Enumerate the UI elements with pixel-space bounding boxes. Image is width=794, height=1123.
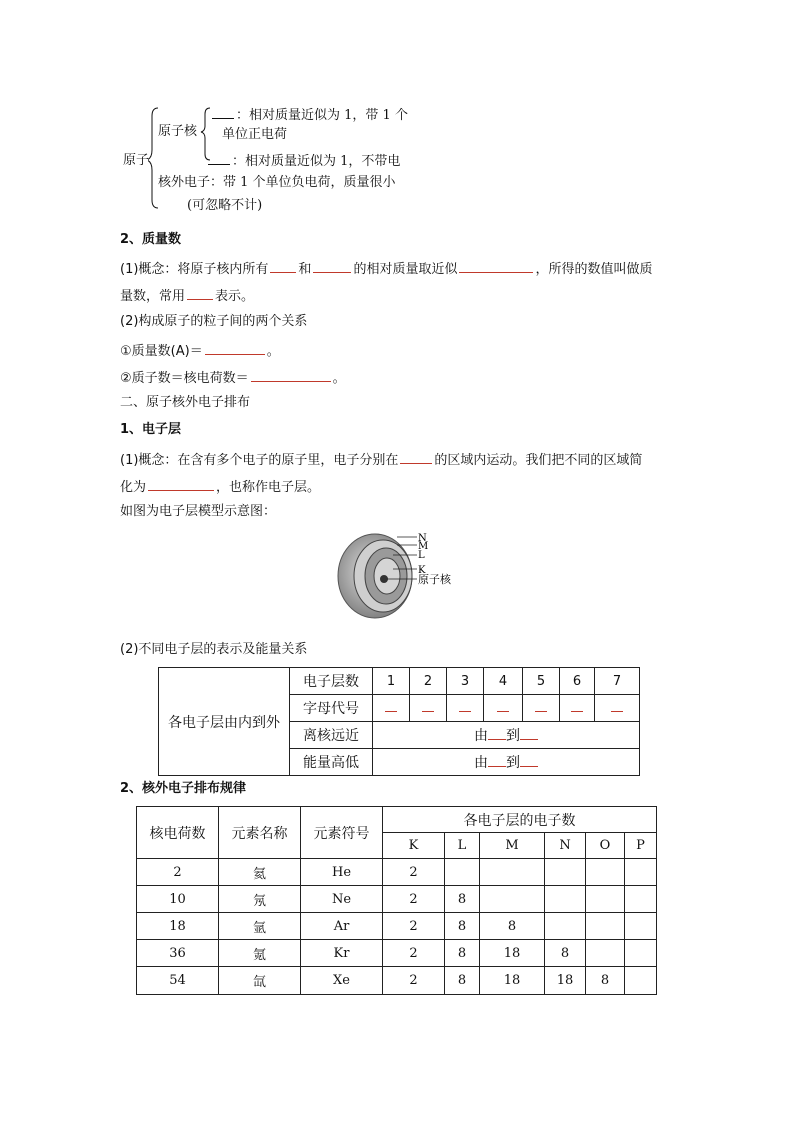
shell-header-n: N [545, 833, 586, 859]
cell: 氦 [219, 859, 301, 886]
energy-blank-to[interactable] [520, 754, 538, 767]
shell-num-7: 7 [595, 668, 640, 695]
shell-header-k: K [383, 833, 445, 859]
cell: 氖 [219, 886, 301, 913]
cell [625, 940, 657, 967]
cell: 2 [383, 886, 445, 913]
cell [586, 886, 625, 913]
energy-blank-from[interactable] [488, 754, 506, 767]
cell: 8 [445, 913, 480, 940]
proton-blank[interactable] [212, 104, 234, 119]
distance-blank-from[interactable] [488, 727, 506, 740]
cell: 8 [445, 886, 480, 913]
cell: 2 [383, 940, 445, 967]
cell: 2 [383, 859, 445, 886]
cell [586, 940, 625, 967]
cell [586, 859, 625, 886]
cell: 10 [137, 886, 219, 913]
blank-symbol[interactable] [187, 285, 213, 300]
relation-2: ②质子数＝核电荷数＝ 。 [120, 367, 346, 388]
shell-header-l: L [445, 833, 480, 859]
distance-blank-to[interactable] [520, 727, 538, 740]
shell-num-5: 5 [523, 668, 560, 695]
shell-header-o: O [586, 833, 625, 859]
shell-header-p: P [625, 833, 657, 859]
cell: 54 [137, 967, 219, 995]
nucleus-label: 原子核 [158, 124, 198, 139]
label-n: N [418, 533, 427, 544]
cell [625, 886, 657, 913]
shells-table [158, 667, 640, 776]
blank-integer[interactable] [459, 258, 533, 273]
distance-cell: 由 到 [373, 722, 640, 749]
cell: Ne [301, 886, 383, 913]
shell-num-6: 6 [560, 668, 595, 695]
cell [625, 859, 657, 886]
cell: 2 [383, 913, 445, 940]
cell: 8 [480, 913, 545, 940]
row-label-energy: 能量高低 [290, 749, 373, 776]
neutron-line: ：相对质量近似为 1，不带电 [206, 150, 400, 171]
cell: 氪 [219, 940, 301, 967]
label-m: M [418, 541, 429, 552]
cell: 18 [480, 940, 545, 967]
atom-label: 原子 [123, 153, 150, 168]
cell: 2 [137, 859, 219, 886]
proton-line2: 单位正电荷 [222, 127, 288, 142]
shell-num-4: 4 [484, 668, 523, 695]
mass-number-heading: 2、质量数 [120, 232, 182, 247]
letter-blank-5[interactable] [523, 695, 560, 722]
electron-shell-heading: 1、电子层 [120, 422, 182, 437]
cell: 18 [545, 967, 586, 995]
table-row [137, 967, 657, 995]
shell-concept-line1: (1)概念：在含有多个电子的原子里，电子分别在 的区域内运动。我们把不同的区域简 [120, 449, 642, 470]
blank-relation1[interactable] [205, 340, 265, 355]
shell-num-3: 3 [447, 668, 484, 695]
cell [445, 859, 480, 886]
col-charge: 核电荷数 [137, 807, 219, 859]
neutron-blank[interactable] [208, 150, 230, 165]
table-row [137, 913, 657, 940]
shells-left-label: 各电子层由内到外 [159, 668, 290, 776]
electron-line: 核外电子：带 1 个单位负电荷，质量很小 [158, 175, 396, 190]
cell: 18 [137, 913, 219, 940]
table-row [137, 886, 657, 913]
blank-shell-name[interactable] [148, 476, 214, 491]
proton-line: ：相对质量近似为 1，带 1 个 [210, 104, 408, 125]
cell: 2 [383, 967, 445, 995]
blank-neutron[interactable] [313, 258, 351, 273]
cell: 8 [445, 940, 480, 967]
electron-line2: (可忽略不计) [187, 198, 263, 213]
letter-blank-6[interactable] [560, 695, 595, 722]
cell: He [301, 859, 383, 886]
cell [625, 913, 657, 940]
cell: 8 [545, 940, 586, 967]
rules-table-heading: 2、核外电子排布规律 [120, 781, 247, 796]
table-row [137, 859, 657, 886]
rules-table [136, 806, 657, 995]
cell: Ar [301, 913, 383, 940]
cell: 氙 [219, 967, 301, 995]
table-row [137, 940, 657, 967]
relations-heading: (2)构成原子的粒子间的两个关系 [120, 314, 308, 329]
letter-blank-4[interactable] [484, 695, 523, 722]
mass-number-concept-line1: (1)概念：将原子核内所有 和 的相对质量取近似 ，所得的数值叫做质 [120, 258, 652, 279]
relation-1: ①质量数(A)＝ 。 [120, 340, 280, 361]
energy-cell: 由 到 [373, 749, 640, 776]
blank-relation2[interactable] [251, 367, 331, 382]
blank-energy-regions[interactable] [400, 449, 432, 464]
shell-num-1: 1 [373, 668, 410, 695]
shells-table-heading: (2)不同电子层的表示及能量关系 [120, 642, 308, 657]
row-label-number: 电子层数 [290, 668, 373, 695]
cell: 8 [445, 967, 480, 995]
col-name: 元素名称 [219, 807, 301, 859]
label-l: L [418, 550, 425, 561]
cell [480, 886, 545, 913]
letter-blank-2[interactable] [410, 695, 447, 722]
cell: 8 [586, 967, 625, 995]
figure-intro: 如图为电子层模型示意图： [120, 504, 277, 519]
electron-shell-diagram [335, 531, 465, 621]
letter-blank-3[interactable] [447, 695, 484, 722]
shell-concept-line2: 化为 ，也称作电子层。 [120, 476, 320, 497]
letter-blank-7[interactable] [595, 695, 640, 722]
row-label-letter: 字母代号 [290, 695, 373, 722]
cell [586, 913, 625, 940]
shell-header-m: M [480, 833, 545, 859]
cell: Xe [301, 967, 383, 995]
cell [545, 859, 586, 886]
label-nucleus: 原子核 [418, 573, 451, 586]
col-shell-counts: 各电子层的电子数 [383, 807, 657, 833]
shell-k [374, 558, 400, 594]
label-k: K [418, 565, 426, 576]
blank-proton[interactable] [270, 258, 296, 273]
col-symbol: 元素符号 [301, 807, 383, 859]
cell [625, 967, 657, 995]
nucleus-dot [380, 575, 388, 583]
letter-blank-1[interactable] [373, 695, 410, 722]
cell [545, 886, 586, 913]
row-label-distance: 离核远近 [290, 722, 373, 749]
cell [480, 859, 545, 886]
mass-number-concept-line2: 量数，常用 表示。 [120, 285, 254, 306]
section2-heading: 二、原子核外电子排布 [120, 395, 251, 410]
cell: Kr [301, 940, 383, 967]
cell: 氩 [219, 913, 301, 940]
shell-num-2: 2 [410, 668, 447, 695]
cell [545, 913, 586, 940]
cell: 18 [480, 967, 545, 995]
cell: 36 [137, 940, 219, 967]
